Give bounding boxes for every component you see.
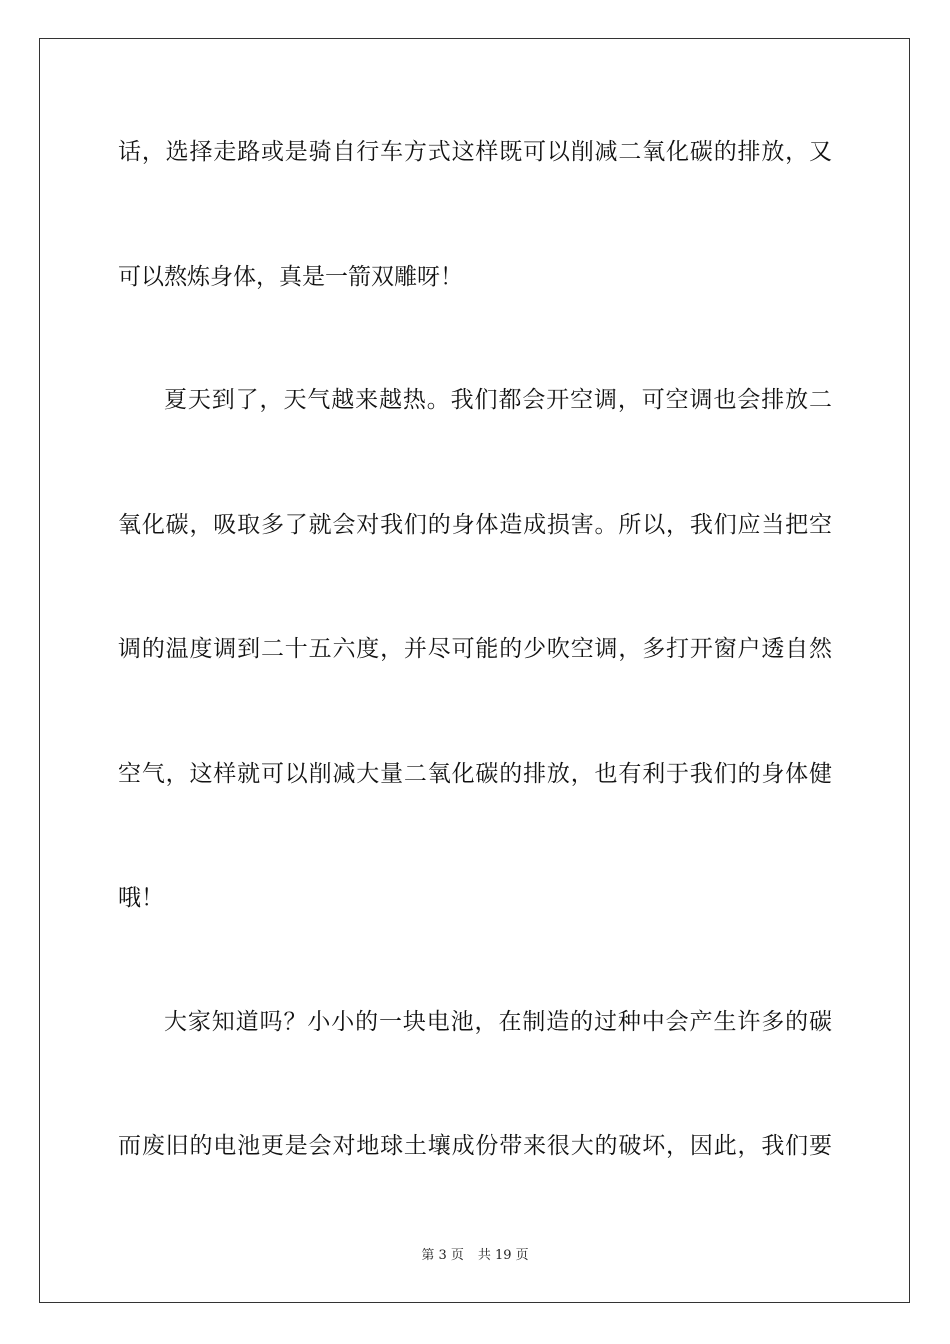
text-line: 大家知道吗？小小的一块电池，在制造的过种中会产生许多的碳 <box>164 1009 832 1035</box>
text-line: 夏天到了，天气越来越热。我们都会开空调，可空调也会排放二 <box>164 387 832 413</box>
page-total: 共 19 页 <box>477 1248 529 1263</box>
page-footer <box>0 1247 950 1265</box>
text-line: 调的温度调到二十五六度，并尽可能的少吹空调，多打开窗户透自然 <box>118 636 832 662</box>
text-line: 哦！ <box>118 885 164 911</box>
text-line: 话，选择走路或是骑自行车方式这样既可以削减二氧化碳的排放，又 <box>118 139 832 165</box>
text-line: 空气，这样就可以削减大量二氧化碳的排放，也有利于我们的身体健 <box>118 761 832 787</box>
text-line: 而废旧的电池更是会对地球土壤成份带来很大的破坏，因此，我们要 <box>118 1133 832 1159</box>
page-number: 第 3 页 <box>421 1248 464 1263</box>
page-frame <box>39 38 910 1303</box>
text-line: 可以熬炼身体，真是一箭双雕呀！ <box>118 264 463 290</box>
text-line: 氧化碳，吸取多了就会对我们的身体造成损害。所以，我们应当把空 <box>118 512 832 538</box>
